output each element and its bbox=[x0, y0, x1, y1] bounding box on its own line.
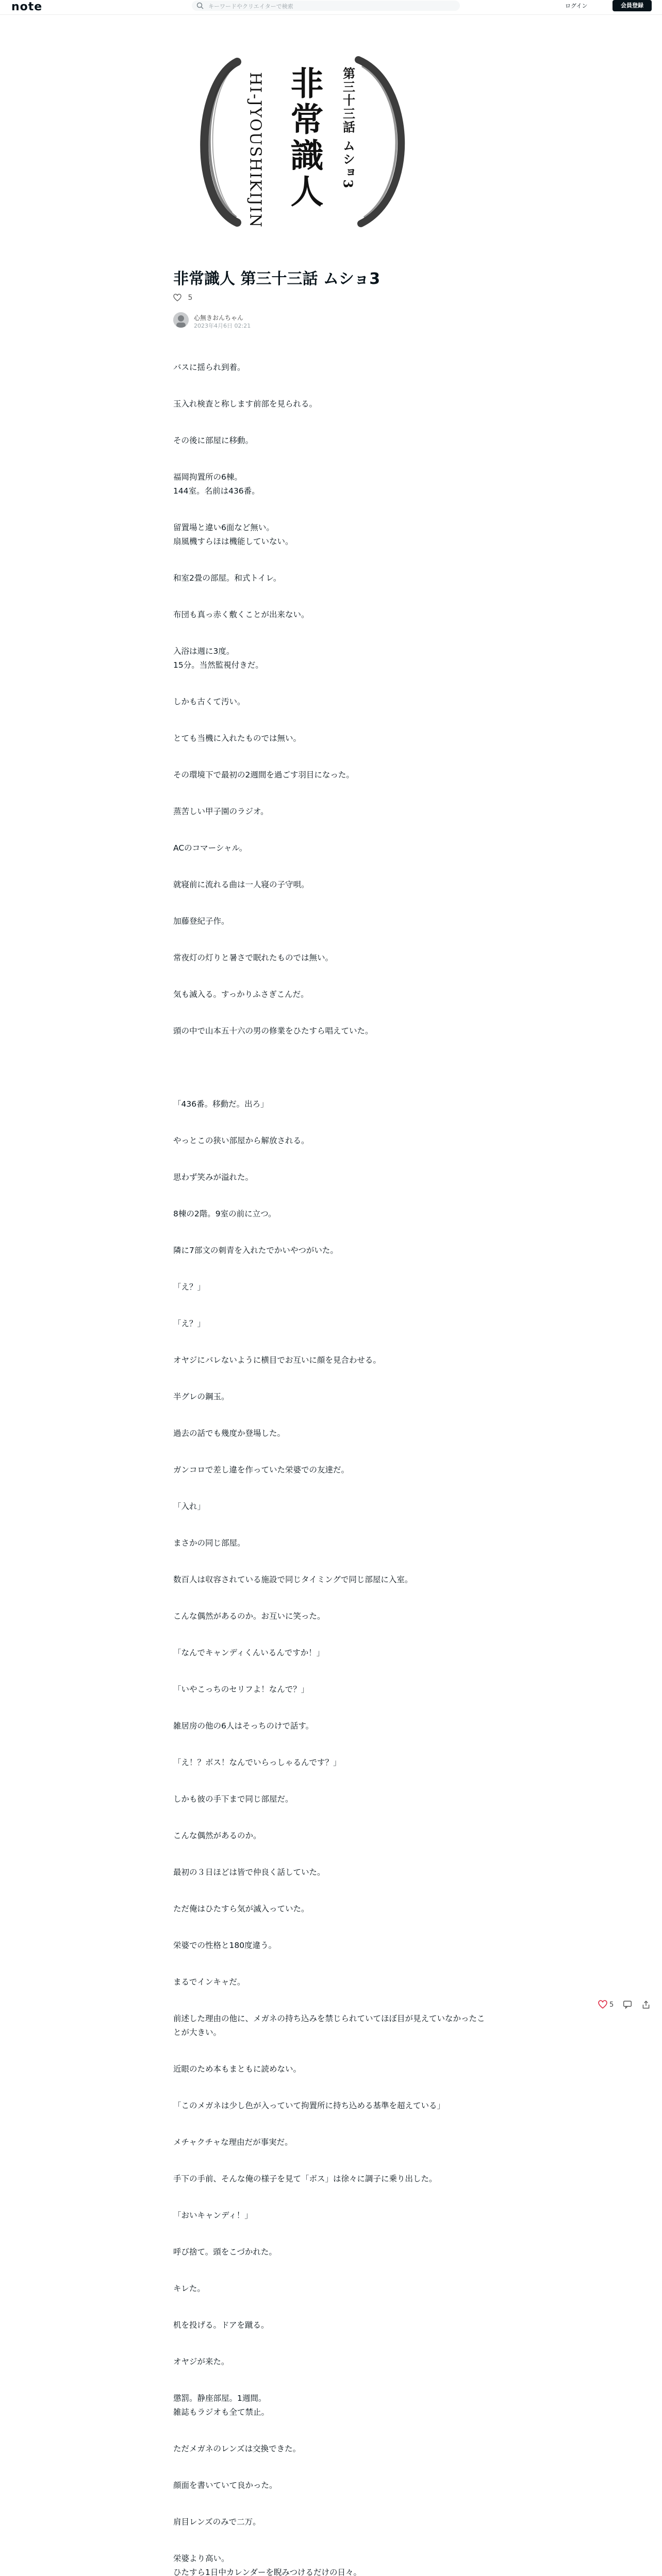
paragraph-line: オヤジにバレないように横目でお互いに顔を見合わせる。 bbox=[173, 1355, 381, 1365]
site-header bbox=[0, 0, 662, 15]
article-title: 非常識人 第三十三話 ムショ3 bbox=[173, 270, 380, 288]
search-box[interactable] bbox=[192, 1, 460, 11]
paragraph bbox=[173, 1902, 309, 1916]
paragraph bbox=[173, 2172, 437, 2186]
search-placeholder: キーワードやクリエイターで検索 bbox=[208, 3, 293, 10]
side-actions bbox=[598, 1999, 655, 2012]
paragraph-line: 留置場と違い6面など無い。 bbox=[173, 523, 274, 532]
paragraph-line: 過去の話でも幾度か登場した。 bbox=[173, 1429, 286, 1438]
paragraph bbox=[173, 1683, 309, 1697]
paragraph-line: しかも彼の手下まで同じ部屋だ。 bbox=[173, 1794, 293, 1804]
paragraph bbox=[173, 1427, 285, 1440]
paragraph-line: その後に部屋に移動。 bbox=[173, 436, 254, 445]
paragraph bbox=[173, 361, 245, 375]
paragraph-line: 「436番。移動だ。出ろ」 bbox=[173, 1099, 269, 1109]
paragraph bbox=[173, 805, 269, 819]
paragraph bbox=[173, 2479, 277, 2493]
paragraph-line: 就寝前に流れる曲は一人寝の子守唄。 bbox=[173, 880, 309, 889]
like-summary[interactable] bbox=[173, 294, 192, 304]
paragraph-line: 雑誌もラジオも全て禁止。 bbox=[173, 2408, 270, 2417]
paragraph bbox=[173, 878, 309, 892]
paragraph bbox=[173, 2552, 361, 2576]
paragraph-line: 最初の３日ほどは皆で仲良く話していた。 bbox=[173, 1868, 325, 1877]
eyecatch-big-title: 非常識人 bbox=[285, 66, 324, 210]
paragraph bbox=[173, 951, 333, 965]
paragraph-line: 「なんでキャンディくんいるんですか！」 bbox=[173, 1648, 325, 1657]
eyecatch-romaji: HI-JYOUSHIKIJIN bbox=[246, 72, 264, 228]
paragraph bbox=[173, 2062, 301, 2076]
author-name[interactable]: 心無きおんちゃん bbox=[194, 314, 244, 321]
paragraph-line: 「え！？ボス！なんでいらっしゃるんです？」 bbox=[173, 1758, 341, 1767]
paragraph bbox=[173, 1097, 269, 1111]
paragraph bbox=[173, 2442, 301, 2456]
eyecatch-image bbox=[175, 52, 433, 232]
paragraph-line: 隣に7部文の刺青を入れたでかいやつがいた。 bbox=[173, 1246, 338, 1255]
paragraph bbox=[173, 768, 354, 782]
paragraph bbox=[173, 1609, 325, 1623]
paragraph-line: 雑居房の他の6人はそっちのけで話す。 bbox=[173, 1721, 314, 1731]
paragraph bbox=[173, 2355, 229, 2369]
paragraph-line: 半グレの鋼玉。 bbox=[173, 1392, 229, 1401]
paragraph-line: 扇風機すらほは機能していない。 bbox=[173, 537, 293, 546]
paragraph bbox=[173, 1792, 293, 1806]
paragraph bbox=[173, 2136, 293, 2149]
paragraph-line: 懲罰。静座部屋。1週間。 bbox=[173, 2394, 267, 2403]
paragraph bbox=[173, 1463, 349, 1477]
paragraph-line: メチャクチャな理由だが事実だ。 bbox=[173, 2138, 293, 2147]
signup-button[interactable]: 会員登録 bbox=[613, 0, 652, 11]
like-count: 5 bbox=[188, 294, 193, 302]
paragraph bbox=[173, 2209, 253, 2223]
paragraph-line: 数百人は収容されている施設で同じタイミングで同じ部屋に入室。 bbox=[173, 1575, 413, 1584]
search-icon bbox=[196, 2, 204, 10]
paragraph-line: 栄婆での性格と180度違う。 bbox=[173, 1941, 277, 1950]
paragraph-line: まさかの同じ部屋。 bbox=[173, 1538, 245, 1548]
paragraph bbox=[173, 1756, 341, 1770]
paragraph-line: こんな偶然があるのか。 bbox=[173, 1831, 261, 1840]
paragraph bbox=[173, 1939, 276, 1953]
paragraph-line: 頭の中で山本五十六の男の修業をひたすら唱えていた。 bbox=[173, 1026, 373, 1036]
paragraph bbox=[173, 521, 293, 549]
paragraph-line: ひたすら1日中カレンダーを睨みつけるだけの日々。 bbox=[173, 2568, 362, 2576]
paragraph bbox=[173, 1207, 276, 1221]
paragraph-line: 8棟の2階。9室の前に立つ。 bbox=[173, 1209, 276, 1218]
paragraph-line: 15分。当然監視付きだ。 bbox=[173, 660, 263, 670]
paragraph bbox=[173, 1024, 373, 1038]
paragraph bbox=[173, 434, 253, 448]
paragraph bbox=[173, 1719, 313, 1733]
heart-icon bbox=[173, 294, 181, 302]
paragraph-line: とても当機に入れたものでは無い。 bbox=[173, 734, 302, 743]
paragraph bbox=[173, 1244, 338, 1258]
paragraph-line: 手下の手前、そんな俺の様子を見て「ボス」は徐々に調子に乗り出した。 bbox=[173, 2174, 437, 2183]
paragraph-line: まるでインキャだ。 bbox=[173, 1977, 245, 1987]
paragraph-line: 玉入れ検査と称します前部を見られる。 bbox=[173, 399, 318, 409]
paragraph-line: 前述した理由の他に、メガネの持ち込みを禁じられていてほぼ目が見えていなかったことが大きい。 bbox=[173, 2014, 485, 2037]
paragraph-line: 常夜灯の灯りと暑さで眠れたものでは無い。 bbox=[173, 953, 334, 962]
paragraph-line: 気も滅入る。すっかりふさぎこんだ。 bbox=[173, 990, 309, 999]
paragraph-line: ACのコマーシャル。 bbox=[173, 843, 247, 853]
paragraph-line: 布団も真っ赤く敷くことが出来ない。 bbox=[173, 610, 309, 619]
eyecatch-episode: 第三十三話 ムショ3 bbox=[340, 67, 356, 190]
paragraph bbox=[173, 1829, 261, 1843]
share-icon[interactable] bbox=[641, 2000, 651, 2009]
paragraph-line: やっとこの狭い部屋から解放される。 bbox=[173, 1136, 309, 1145]
paragraph bbox=[173, 571, 281, 585]
paragraph bbox=[173, 732, 301, 745]
paragraph-line: しかも古くて汚い。 bbox=[173, 697, 245, 706]
paragraph bbox=[173, 1573, 412, 1587]
paragraph-line: 近眼のため本もまともに読めない。 bbox=[173, 2064, 302, 2074]
paragraph bbox=[173, 1390, 229, 1404]
paragraph-line: ただ俺はひたすら気が滅入っていた。 bbox=[173, 1904, 309, 1913]
paragraph bbox=[173, 695, 245, 709]
paragraph bbox=[173, 1866, 325, 1879]
paragraph bbox=[173, 1500, 205, 1514]
paragraph-line: 144室。名前は436番。 bbox=[173, 486, 260, 496]
paragraph-line: 加藤登紀子作。 bbox=[173, 917, 229, 926]
paragraph bbox=[173, 1134, 309, 1148]
paragraph bbox=[173, 1171, 253, 1184]
paragraph-line: ただメガネのレンズは交換できた。 bbox=[173, 2444, 301, 2453]
paragraph bbox=[173, 2012, 489, 2040]
paragraph-line: 肩目レンズのみで二万。 bbox=[173, 2517, 261, 2527]
paragraph bbox=[173, 988, 309, 1002]
paragraph-line: 入浴は週に3度。 bbox=[173, 647, 235, 656]
avatar-image bbox=[173, 312, 189, 328]
paragraph bbox=[173, 1353, 381, 1367]
paragraph-line: 栄婆より高い。 bbox=[173, 2554, 229, 2563]
paragraph-line: 「入れ」 bbox=[173, 1502, 206, 1511]
paragraph bbox=[173, 2099, 445, 2113]
paragraph bbox=[173, 1280, 205, 1294]
paragraph-line: その環境下で最初の2週間を過ごす羽目になった。 bbox=[173, 770, 354, 779]
paragraph-line: オヤジが来た。 bbox=[173, 2357, 229, 2366]
paragraph bbox=[173, 608, 309, 622]
paragraph bbox=[173, 2245, 277, 2259]
paragraph bbox=[173, 1646, 324, 1660]
paragraph bbox=[173, 2392, 269, 2419]
paragraph bbox=[173, 2318, 269, 2332]
paragraph bbox=[173, 2282, 205, 2296]
paragraph-line: 蒸苦しい甲子園のラジオ。 bbox=[173, 807, 269, 816]
paragraph bbox=[173, 1536, 245, 1550]
paragraph-line: 和室2畳の部屋。和式トイレ。 bbox=[173, 573, 282, 583]
paragraph bbox=[173, 470, 260, 498]
paragraph-line: 「いやこっちのセリフよ！なんで？」 bbox=[173, 1685, 309, 1694]
paragraph-line: こんな偶然があるのか。お互いに笑った。 bbox=[173, 1612, 325, 1621]
publish-date: 2023年4月6日 02:21 bbox=[194, 323, 251, 329]
paragraph bbox=[173, 1975, 245, 1989]
side-like-count: 5 bbox=[609, 2001, 614, 2009]
paragraph bbox=[173, 2515, 261, 2529]
note-logo[interactable]: note bbox=[11, 1, 43, 13]
paragraph bbox=[173, 645, 263, 672]
paragraph-line: 福岡拘置所の6棟。 bbox=[173, 472, 242, 482]
login-link[interactable]: ログイン bbox=[565, 3, 588, 9]
paragraph-line: 「え？」 bbox=[173, 1319, 206, 1328]
paragraph-line: キレた。 bbox=[173, 2284, 205, 2293]
paragraph-line: 顔面を書いていて良かった。 bbox=[173, 2481, 277, 2490]
paragraph bbox=[173, 914, 229, 928]
paragraph-line: 「おいキャンディ！」 bbox=[173, 2211, 253, 2220]
paragraph bbox=[173, 1317, 205, 1331]
paragraph-line: 机を投げる。ドアを蹴る。 bbox=[173, 2320, 269, 2330]
avatar[interactable] bbox=[173, 312, 189, 328]
paragraph-line: 思わず笑みが溢れた。 bbox=[173, 1173, 254, 1182]
paragraph-line: 「え？」 bbox=[173, 1282, 206, 1292]
paragraph-line: バスに揺られ到着。 bbox=[173, 363, 245, 372]
comment-icon[interactable] bbox=[623, 2000, 632, 2009]
paragraph-line: 「このメガネは少し色が入っていて拘置所に持ち込める基準を超えている」 bbox=[173, 2101, 445, 2110]
paragraph-line: ガンコロで差し違を作っていた栄婆での友達だ。 bbox=[173, 1465, 350, 1475]
paragraph bbox=[173, 397, 317, 411]
paragraph bbox=[173, 841, 247, 855]
like-heart-icon[interactable] bbox=[598, 2000, 607, 2009]
paragraph-line: 呼び捨て。頭をこづかれた。 bbox=[173, 2247, 277, 2257]
